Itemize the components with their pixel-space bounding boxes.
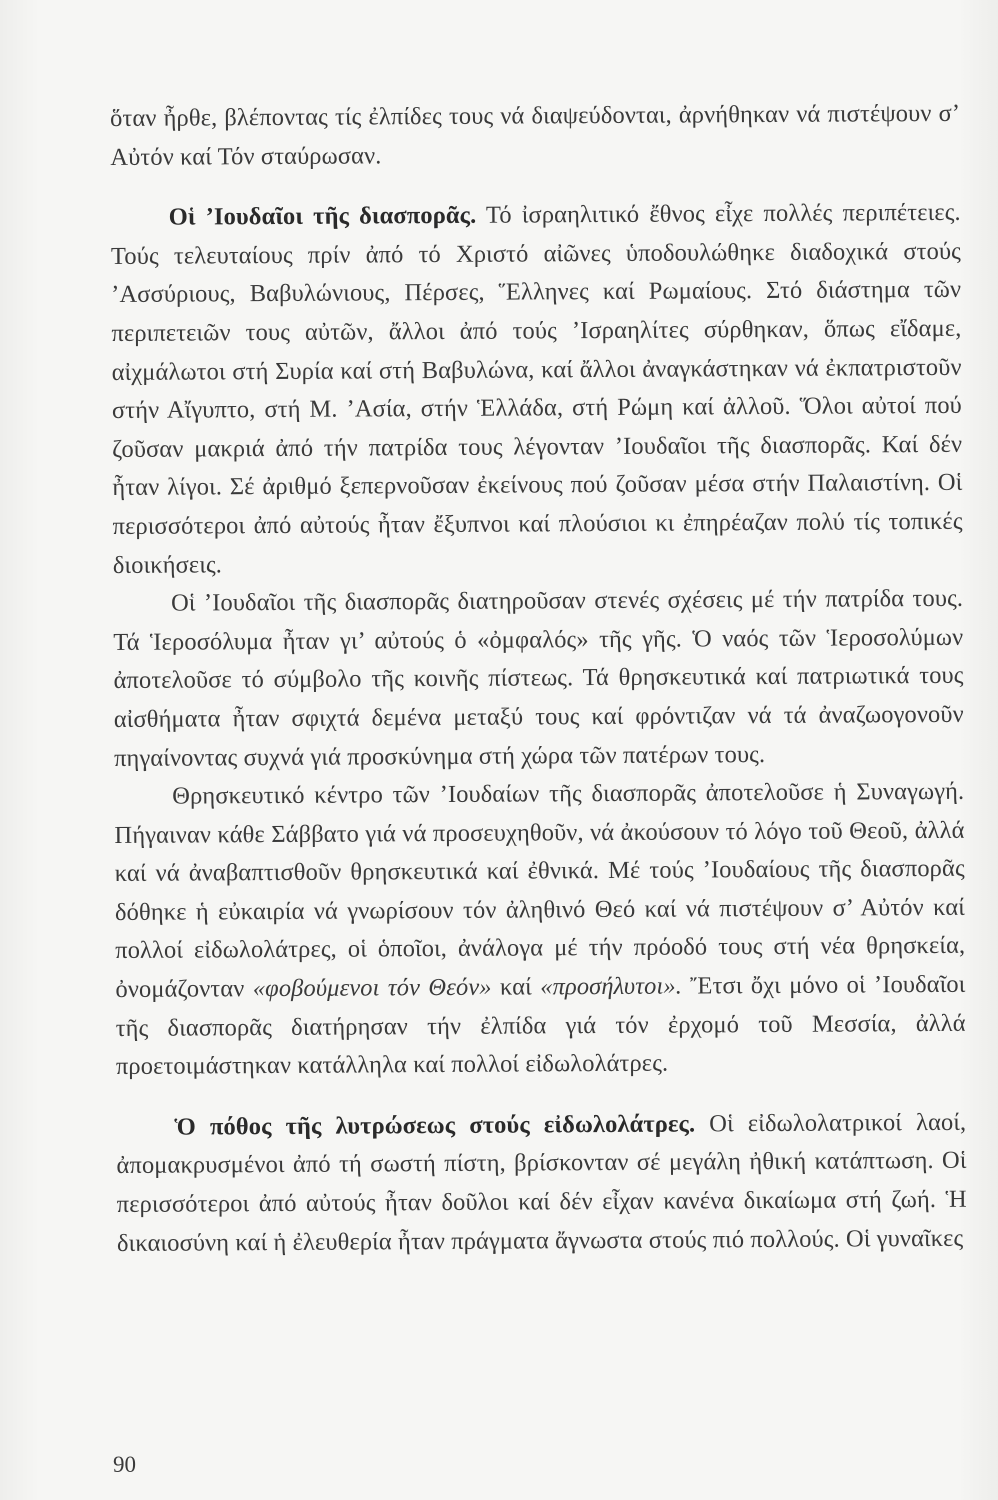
term-god-fearers: «φοβούμενοι τόν Θεόν» [252, 973, 492, 1003]
synagogue-text-start: Θρησκευτικό κέντρο τῶν ’Ιουδαίων τῆς διασπορᾶς ἀποτελοῦσε ἡ Συναγωγή. Πήγαιναν κάθε Σάββατο γιά νά προσευχηθοῦν, νά ἀκούσουν τό λόγο τοῦ Θεοῦ, ἀλλά καί νά ἀναβαπτισθοῦν θρησκευτικά καί ἐθνικά. Μέ τούς ’Ιουδαίους τῆς διασπορᾶς δόθηκε ἡ εὐκαιρία νά γνωρίσουν τόν ἀληθινό Θεό καί νά πιστέψουν σ’ Αὐτόν καί πολλοί εἰδωλολάτρες, οἱ ὁποῖοι, ἀνάλογα μέ τήν πρόοδό τους στή νέα θρησκεία, ὀνομάζονταν [114, 777, 966, 1004]
section-diaspora-paragraph [111, 194, 963, 585]
section-redemption-paragraph [116, 1104, 967, 1264]
redemption-text: Οἱ εἰδωλολατρικοί λαοί, ἀπομακρυσμένοι ἀπό τή σωστή πίστη, βρίσκονταν σέ μεγάλη ἠθική κατάπτωση. Οἱ περισσότεροι ἀπό αὐτούς ἦταν δοῦλοι καί δέν εἶχαν κανένα δικαίωμα στή ζωή. Ἡ δικαιοσύνη καί ἡ ἐλευθερία ἦταν πράγματα ἄγνωστα στούς πιό πολλούς. Οἱ γυναῖκες [116, 1108, 967, 1257]
intro-paragraph: ὅταν ἦρθε, βλέποντας τίς ἐλπίδες τους νά διαψεύδονται, ἀρνήθηκαν νά πιστέψουν σ’ Αὐτόν καί Τόν σταύρωσαν. [110, 99, 961, 171]
page-number: 90 [113, 1452, 136, 1477]
synagogue-text-end: Ἔτσι ὄχι μόνο οἱ ’Ιουδαῖοι τῆς διασπορᾶς διατήρησαν τήν ἐλπίδα γιά τόν ἐρχομό τοῦ Μεσσία, ἀλλά προετοιμάστηκαν κατάλληλα καί πολλοί εἰδωλολάτρες. [115, 970, 966, 1081]
conjunction: καί [499, 973, 532, 1001]
term-proselytes: «προσήλυτοι». [540, 972, 682, 1001]
diaspora-relations-paragraph: Οἱ ’Ιουδαῖοι τῆς διασπορᾶς διατηροῦσαν στενές σχέσεις μέ τήν πατρίδα τους. Τά Ἱεροσόλυμα ἦταν γι’ αὐτούς ὁ «ὀμφαλός» τῆς γῆς. Ὁ ναός τῶν Ἱεροσολύμων ἀποτελοῦσε τό σύμβολο τῆς κοινῆς πίστεως. Τά θρησκευτικά καί πατριωτικά τους αἰσθήματα ἦταν σφιχτά δεμένα μεταξύ τους καί φρόντιζαν νά τά ἀναζωογονοῦν πηγαίνοντας συχνά γιά προσκύνημα στή χώρα τῶν πατέρων τους. [113, 584, 964, 772]
page-body [110, 95, 967, 1263]
section-heading-diaspora: Οἱ ’Ιουδαῖοι τῆς διασπορᾶς. [168, 201, 477, 231]
synagogue-paragraph [114, 773, 966, 1087]
diaspora-text: Τό ἰσραηλιτικό ἔθνος εἶχε πολλές περιπέτειες. Τούς τελευταίους πρίν ἀπό τό Χριστό αἰῶνες ὑποδουλώθηκε διαδοχικά στούς ’Ασσύριους, Βαβυλώνιους, Πέρσες, Ἕλληνες καί Ρωμαίους. Στό διάστημα τῶν περιπετειῶν τους αὐτῶν, ἄλλοι ἀπό τούς ’Ισραηλίτες σύρθηκαν, ὅπως εἴδαμε, αἰχμάλωτοι στή Συρία καί στή Βαβυλώνα, καί ἄλλοι ἀναγκάστηκαν νά ἐκπατριστοῦν στήν Αἴγυπτο, στή Μ. ’Ασία, στήν Ἑλλάδα, στή Ρώμη καί ἀλλοῦ. Ὅλοι αὐτοί πού ζοῦσαν μακριά ἀπό τήν πατρίδα τους λέγονταν ’Ιουδαῖοι τῆς διασπορᾶς. Καί δέν ἦταν λίγοι. Σέ ἀριθμό ξεπερνοῦσαν ἐκείνους πού ζοῦσαν μέσα στήν Παλαιστίνη. Οἱ περισσότεροι ἀπό αὐτούς ἦταν ἔξυπνοι καί πλούσιοι κι ἐπηρέαζαν πολύ τίς τοπικές διοικήσεις. [110, 198, 963, 579]
section-heading-redemption: Ὁ πόθος τῆς λυτρώσεως στούς εἰδωλολάτρες. [174, 1110, 696, 1141]
